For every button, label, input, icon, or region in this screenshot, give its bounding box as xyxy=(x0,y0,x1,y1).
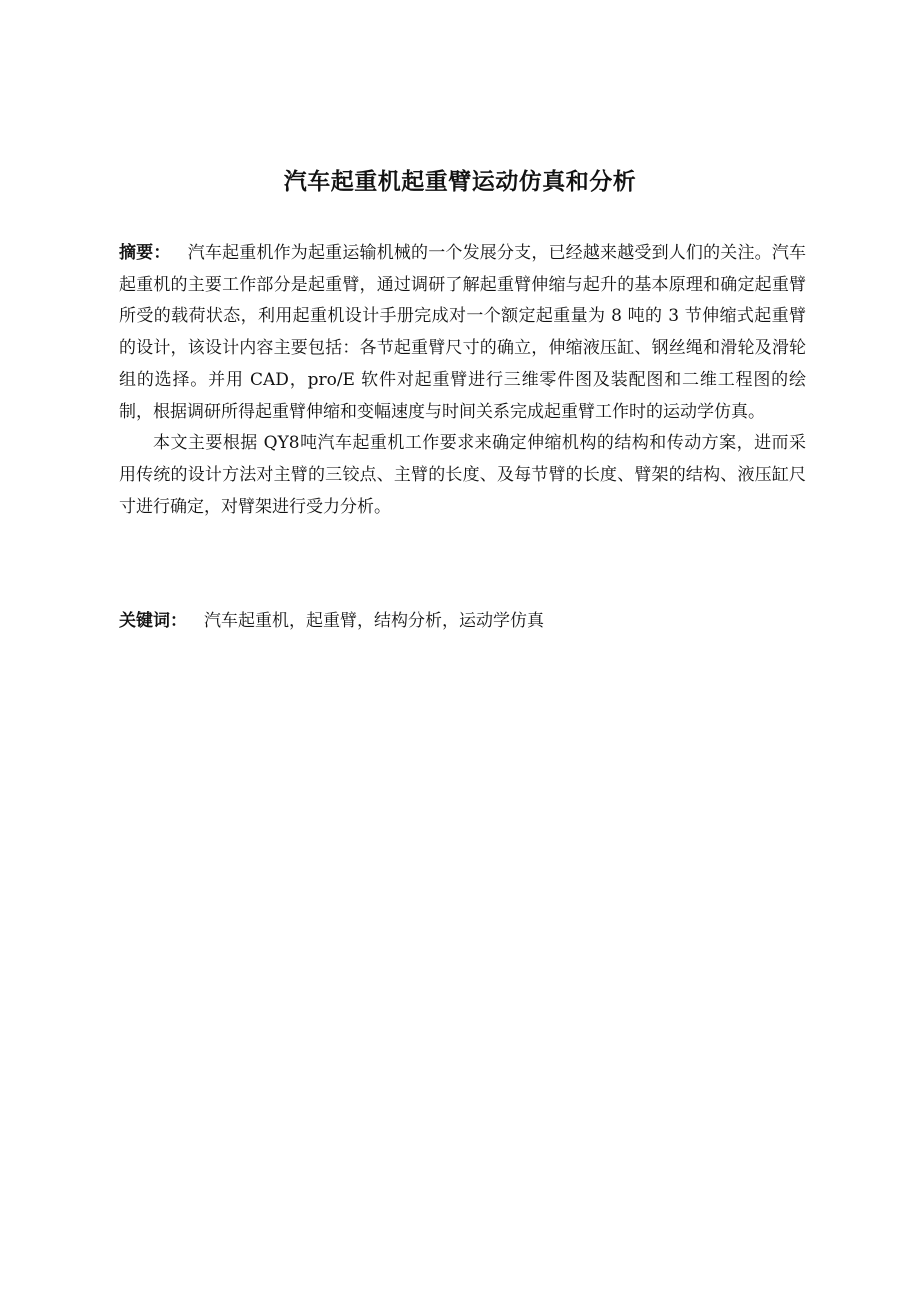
keywords-text: 汽车起重机，起重臂，结构分析，运动学仿真 xyxy=(204,611,544,631)
abstract-paragraph-2: 本文主要根据 QY8吨汽车起重机工作要求来确定伸缩机构的结构和传动方案，进而采用传统的设计方法对主臂的三铰点、主臂的长度、及每节臂的长度、臂架的结构、液压缸尺寸进行确定，对臂架进行受力分析。 xyxy=(119,433,806,517)
abstract-section xyxy=(119,238,806,523)
keywords-label: 关键词： xyxy=(119,611,187,631)
document-title: 汽车起重机起重臂运动仿真和分析 xyxy=(283,168,637,195)
abstract-text-1: 汽车起重机作为起重运输机械的一个发展分支，已经越来越受到人们的关注。汽车起重机的主要工作部分是起重臂，通过调研了解起重臂伸缩与起升的基本原理和确定起重臂所受的载荷状态，利用起重机设计手册完成对一个额定起重量为 8 吨的 3 节伸缩式起重臂的设计，该设计内容主要包括：各节起重臂尺寸的确立，伸缩液压缸、钢丝绳和滑轮及滑轮组的选择。并用 CAD，pro/E 软件对起重臂进行三维零件图及装配图和二维工程图的绘制，根据调研所得起重臂伸缩和变幅速度与时间关系完成起重臂工作时的运动学仿真。 xyxy=(119,243,807,422)
keywords-section xyxy=(119,606,806,638)
abstract-label: 摘要： xyxy=(119,243,171,263)
abstract-paragraph-1 xyxy=(119,238,806,428)
